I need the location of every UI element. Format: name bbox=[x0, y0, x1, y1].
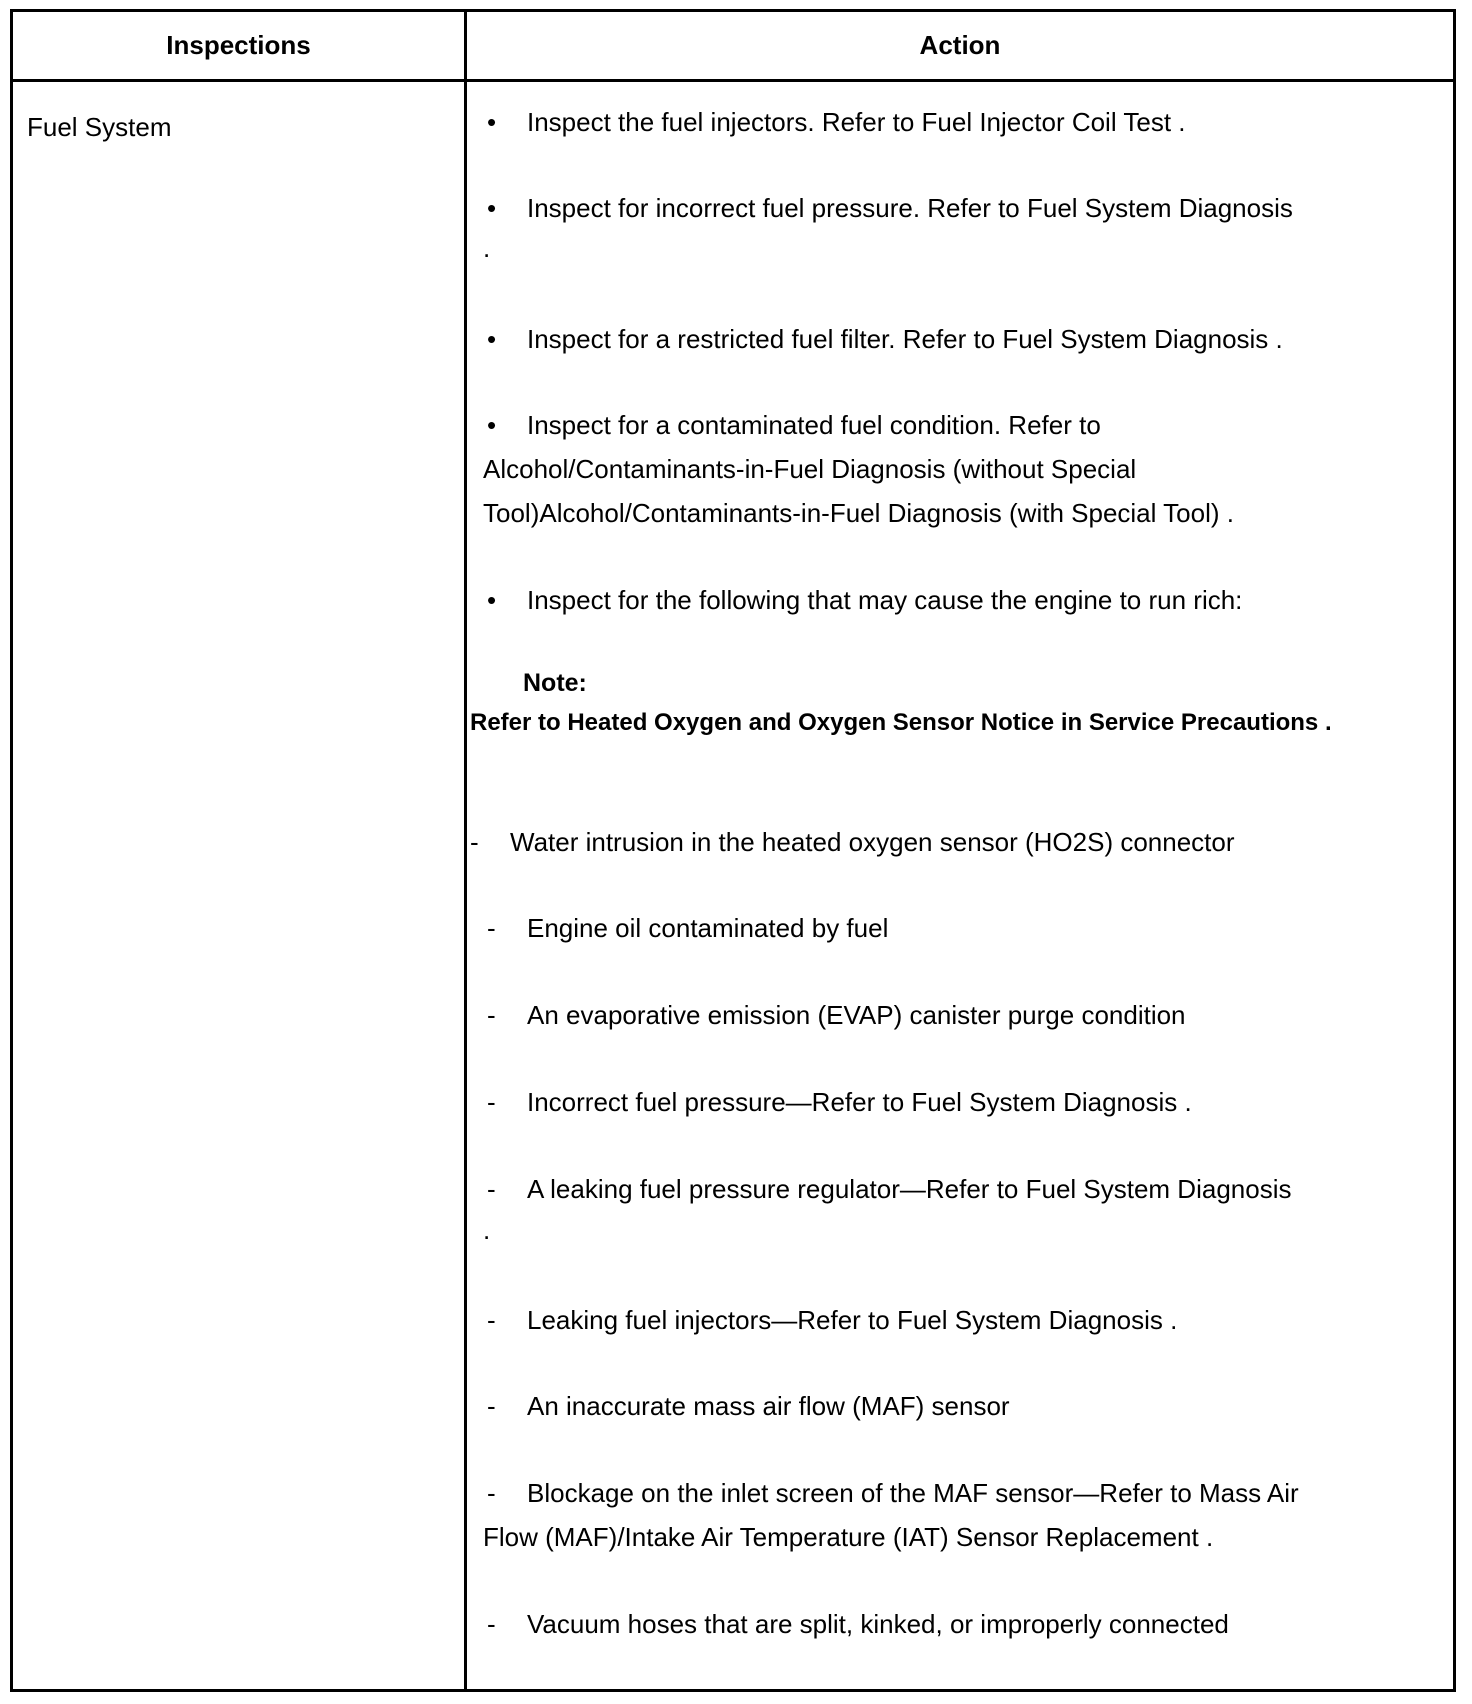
bullet-mark: • bbox=[487, 324, 497, 354]
action-bullet-2 bbox=[487, 192, 1293, 224]
header-divider bbox=[13, 79, 1453, 82]
bullet-text: Inspect for the following that may cause the engine to run rich: bbox=[527, 585, 1243, 615]
dash-text: Engine oil contaminated by fuel bbox=[527, 913, 889, 943]
bullet-text: Inspect for a restricted fuel filter. Refer to Fuel System Diagnosis . bbox=[527, 324, 1283, 354]
inspection-table bbox=[10, 9, 1456, 1692]
dash-text: A leaking fuel pressure regulator—Refer to Fuel System Diagnosis bbox=[527, 1174, 1292, 1204]
action-dash-2 bbox=[487, 912, 888, 944]
action-bullet-4-line-3: Tool)Alcohol/Contaminants-in-Fuel Diagnosis (with Special Tool) . bbox=[483, 498, 1234, 528]
action-bullet-4 bbox=[487, 409, 1101, 441]
dash-mark: - bbox=[487, 1174, 496, 1204]
note-label: Note: bbox=[523, 669, 587, 697]
action-dash-6 bbox=[487, 1304, 1177, 1336]
action-dash-5 bbox=[487, 1173, 1291, 1205]
action-dash-7 bbox=[487, 1390, 1010, 1422]
inspection-fuel-system: Fuel System bbox=[27, 112, 172, 142]
action-dash-8 bbox=[487, 1477, 1299, 1509]
dash-text: Incorrect fuel pressure—Refer to Fuel System Diagnosis . bbox=[527, 1087, 1192, 1117]
action-cell bbox=[467, 84, 1453, 1689]
action-bullet-2-continuation: . bbox=[483, 233, 491, 263]
header-inspections: Inspections bbox=[166, 30, 311, 60]
action-bullet-1 bbox=[487, 106, 1186, 138]
dash-text: Vacuum hoses that are split, kinked, or improperly connected bbox=[527, 1609, 1229, 1639]
dash-mark: - bbox=[487, 1391, 496, 1421]
dash-mark: - bbox=[487, 1000, 496, 1030]
dash-text: An inaccurate mass air flow (MAF) sensor bbox=[527, 1391, 1010, 1421]
dash-mark: - bbox=[487, 1087, 496, 1117]
bullet-mark: • bbox=[487, 585, 497, 615]
bullet-mark: • bbox=[487, 410, 497, 440]
dash-text: Water intrusion in the heated oxygen sensor (HO2S) connector bbox=[510, 827, 1235, 857]
dash-text: An evaporative emission (EVAP) canister purge condition bbox=[527, 1000, 1186, 1030]
action-bullet-5 bbox=[487, 584, 1242, 616]
action-dash-3 bbox=[487, 999, 1186, 1031]
bullet-mark: • bbox=[487, 193, 497, 223]
dash-text: Blockage on the inlet screen of the MAF sensor—Refer to Mass Air bbox=[527, 1478, 1299, 1508]
note-text: Refer to Heated Oxygen and Oxygen Sensor Notice in Service Precautions . bbox=[470, 709, 1332, 736]
dash-mark: - bbox=[487, 913, 496, 943]
bullet-mark: • bbox=[487, 107, 497, 137]
action-dash-8-line-2: Flow (MAF)/Intake Air Temperature (IAT) Sensor Replacement . bbox=[483, 1522, 1214, 1552]
action-bullet-4-line-2: Alcohol/Contaminants-in-Fuel Diagnosis (without Special bbox=[483, 454, 1137, 484]
dash-mark: - bbox=[487, 1609, 496, 1639]
bullet-text: Inspect the fuel injectors. Refer to Fuel Injector Coil Test . bbox=[527, 107, 1186, 137]
bullet-text: Inspect for incorrect fuel pressure. Refer to Fuel System Diagnosis bbox=[527, 193, 1293, 223]
action-dash-5-continuation: . bbox=[483, 1215, 491, 1245]
dash-text: Leaking fuel injectors—Refer to Fuel System Diagnosis . bbox=[527, 1305, 1178, 1335]
dash-mark: - bbox=[487, 1305, 496, 1335]
action-bullet-3 bbox=[487, 323, 1283, 355]
action-dash-1 bbox=[470, 826, 1235, 858]
header-action: Action bbox=[919, 30, 1001, 60]
action-dash-4 bbox=[487, 1086, 1192, 1118]
dash-mark: - bbox=[487, 1478, 496, 1508]
bullet-text: Inspect for a contaminated fuel condition. Refer to bbox=[527, 410, 1101, 440]
action-dash-9 bbox=[487, 1608, 1229, 1640]
dash-mark: - bbox=[470, 827, 479, 857]
